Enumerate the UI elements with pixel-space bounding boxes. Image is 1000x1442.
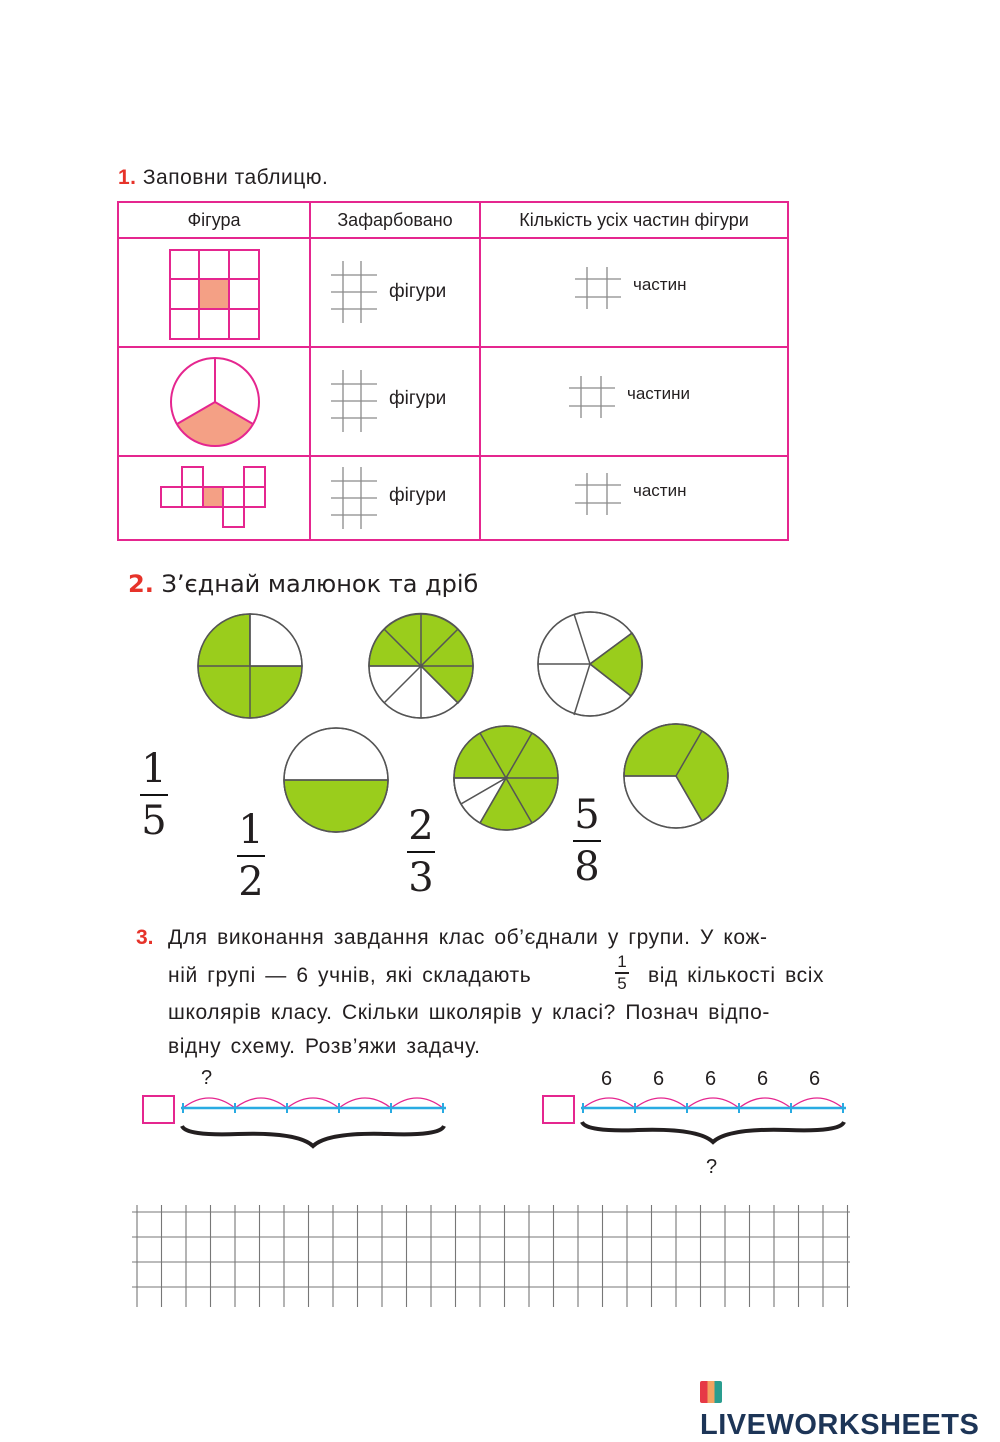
logo-icon bbox=[700, 1381, 722, 1403]
scheme-b-label: 6 bbox=[601, 1068, 613, 1090]
fraction-denominator: 5 bbox=[617, 973, 627, 993]
fraction-blank-icon[interactable] bbox=[329, 465, 381, 531]
number-blank-icon[interactable] bbox=[567, 374, 619, 420]
col-parts-header: Кількість усіх частин фігури bbox=[480, 202, 788, 238]
fraction-denominator: 5 bbox=[141, 798, 167, 844]
fraction-numerator: 5 bbox=[574, 792, 600, 838]
task3-line-3: школярів класу. Скільки школярів у класі? Познач відпо- bbox=[168, 1001, 771, 1024]
square-grid-figure bbox=[169, 249, 261, 341]
fraction-numerator: 1 bbox=[238, 807, 264, 853]
parts-cell[interactable] bbox=[480, 347, 788, 456]
fraction-5-8[interactable] bbox=[567, 792, 607, 890]
fraction-numerator: 1 bbox=[141, 746, 167, 792]
shaded-cell[interactable] bbox=[310, 347, 480, 456]
scheme-b-label: 6 bbox=[809, 1068, 821, 1090]
fraction-numerator: 2 bbox=[408, 803, 434, 849]
col-figure-header: Фігура bbox=[118, 202, 310, 238]
answer-grid[interactable] bbox=[132, 1203, 852, 1311]
fraction-blank-icon[interactable] bbox=[329, 368, 381, 434]
fraction-1-5[interactable] bbox=[134, 746, 174, 844]
circle-fifths[interactable] bbox=[538, 612, 642, 716]
task3-number: 3. bbox=[136, 926, 154, 949]
parts-unit-label: частини bbox=[627, 384, 690, 403]
task1-heading bbox=[118, 166, 328, 190]
circle-figure bbox=[169, 356, 261, 448]
parts-cell[interactable] bbox=[480, 238, 788, 347]
circle-quarters[interactable] bbox=[198, 614, 302, 718]
scheme-b-label: 6 bbox=[653, 1068, 665, 1090]
scheme-a-question: ? bbox=[201, 1067, 213, 1089]
scheme-b-checkbox[interactable] bbox=[542, 1095, 575, 1124]
task3-line-1: Для виконання завдання клас об’єднали у групи. У кож- bbox=[168, 926, 768, 949]
table-row bbox=[118, 238, 788, 347]
scheme-b-label: 6 bbox=[705, 1068, 717, 1090]
shaded-cell[interactable] bbox=[310, 238, 480, 347]
circle-eighths[interactable] bbox=[369, 614, 473, 718]
brand-text: LIVEWORKSHEETS bbox=[700, 1409, 980, 1441]
circle-thirds[interactable] bbox=[624, 724, 728, 828]
fraction-numerator: 1 bbox=[617, 952, 627, 971]
task3-line-2: ній групі — 6 учнів, які складають bbox=[168, 964, 532, 987]
circle-sixths[interactable] bbox=[454, 726, 558, 830]
table-row bbox=[118, 456, 788, 540]
task1-number: 1. bbox=[118, 166, 137, 189]
figure-cell bbox=[118, 456, 310, 540]
scheme-b-total: ? bbox=[706, 1156, 718, 1178]
task3-fraction bbox=[614, 953, 630, 993]
square-chain-figure bbox=[159, 465, 271, 531]
col-shaded-header: Зафарбовано bbox=[310, 202, 480, 238]
figure-cell bbox=[118, 347, 310, 456]
fraction-1-2[interactable] bbox=[231, 807, 271, 905]
shaded-unit-label: фігури bbox=[389, 281, 447, 302]
table-row bbox=[118, 347, 788, 456]
task2-title: З’єднай малюнок та дріб bbox=[161, 570, 479, 598]
fraction-denominator: 3 bbox=[408, 855, 434, 901]
circle-halves[interactable] bbox=[284, 728, 388, 832]
parts-unit-label: частин bbox=[633, 275, 687, 294]
scheme-b-label: 6 bbox=[757, 1068, 769, 1090]
scheme-b bbox=[578, 1084, 850, 1154]
liveworksheets-logo bbox=[700, 1376, 1000, 1442]
parts-unit-label: частин bbox=[633, 481, 687, 500]
shaded-unit-label: фігури bbox=[389, 485, 447, 506]
number-blank-icon[interactable] bbox=[573, 265, 625, 311]
fraction-denominator: 2 bbox=[238, 859, 264, 905]
parts-cell[interactable] bbox=[480, 456, 788, 540]
fraction-2-3[interactable] bbox=[401, 803, 441, 901]
task1-title: Заповни таблицю. bbox=[142, 166, 329, 189]
fill-table bbox=[117, 201, 789, 541]
figure-cell bbox=[118, 238, 310, 347]
fraction-denominator: 8 bbox=[574, 844, 600, 890]
task3-line-2b: від кількості всіх bbox=[648, 964, 825, 987]
number-blank-icon[interactable] bbox=[573, 471, 625, 517]
scheme-a bbox=[178, 1084, 450, 1154]
scheme-a-checkbox[interactable] bbox=[142, 1095, 175, 1124]
shaded-cell[interactable] bbox=[310, 456, 480, 540]
task2-number: 2. bbox=[128, 570, 154, 598]
task2-heading bbox=[128, 570, 478, 598]
shaded-unit-label: фігури bbox=[389, 388, 447, 409]
fraction-blank-icon[interactable] bbox=[329, 259, 381, 325]
task3-line-4: відну схему. Розв’яжи задачу. bbox=[168, 1035, 481, 1058]
